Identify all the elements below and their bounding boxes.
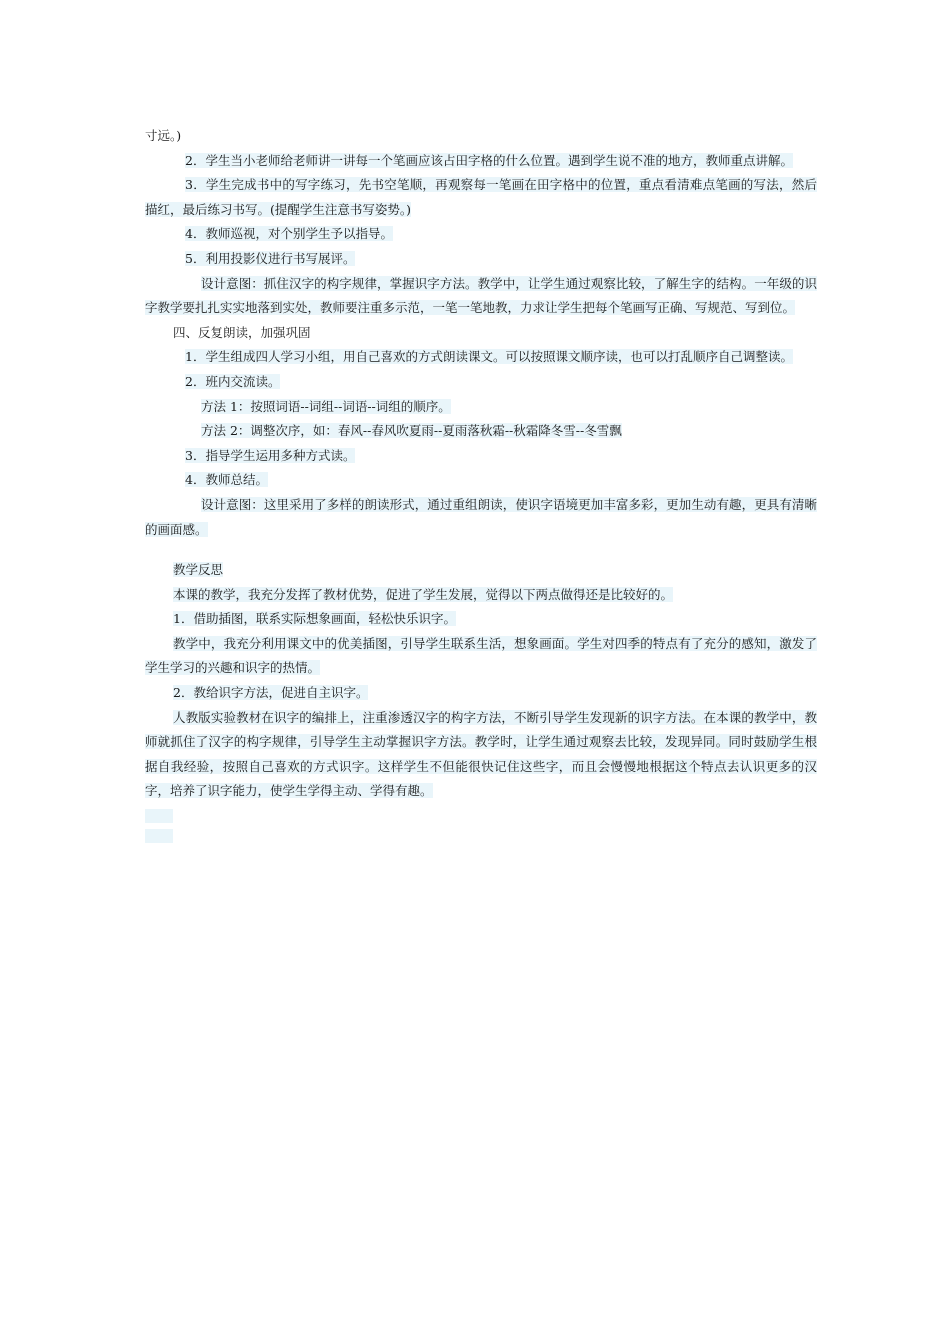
paragraph-text: 2．班内交流读。 [185, 373, 281, 389]
paragraph [145, 321, 817, 346]
reflection-section [145, 583, 817, 804]
paragraph [145, 632, 817, 681]
paragraph [145, 468, 817, 493]
paragraph-text: 2．教给识字方法，促进自主识字。 [173, 685, 369, 701]
paragraph-text: 方法 2：调整次序，如：春风--春风吹夏雨--夏雨落秋霜--秋霜降冬雪--冬雪飘 [201, 423, 622, 439]
document-page [145, 124, 817, 849]
paragraph [145, 247, 817, 272]
section-gap [145, 542, 817, 558]
paragraph [145, 444, 817, 469]
reflection-title: 教学反思 [173, 562, 224, 578]
paragraph [145, 272, 817, 321]
paragraph-text: 1．借助插图，联系实际想象画面，轻松快乐识字。 [173, 611, 456, 627]
paragraph [145, 124, 817, 149]
paragraph [145, 149, 817, 174]
paragraph-text: 1．学生组成四人学习小组，用自己喜欢的方式朗读课文。可以按照课文顺序读，也可以打乱顺序自己调整读。 [185, 349, 793, 365]
paragraph [145, 681, 817, 706]
paragraph-text: 4．教师巡视，对个别学生予以指导。 [185, 226, 393, 242]
paragraph-text: 人教版实验教材在识字的编排上，注重渗透汉字的构字方法，不断引导学生发现新的识字方法。在本课的教学中，教师就抓住了汉字的构字规律，引导学生主动掌握识字方法。教学时，让学生通过观察去比较，发现异同。同时鼓励学生根据自我经验，按照自己喜欢的方式识字。这样学生不但能很快记住这些字，而且会慢慢地根据这个特点去认识更多的汉字，培养了识字能力，使学生学得主动、学得有趣。 [145, 709, 817, 799]
paragraph [145, 222, 817, 247]
paragraph-text: 3．学生完成书中的写字练习，先书空笔顺，再观察每一笔画在田字格中的位置，重点看清难点笔画的写法，然后描红，最后练习书写。(提醒学生注意书写姿势。) [145, 177, 817, 217]
paragraph-text: 四、反复朗读，加强巩固 [173, 324, 311, 340]
paragraph [145, 493, 817, 542]
paragraph-text: 寸远。) [145, 128, 182, 143]
paragraph-text: 5．利用投影仪进行书写展评。 [185, 250, 356, 266]
paragraph-text: 设计意图：这里采用了多样的朗读形式，通过重组朗读，使识字语境更加丰富多彩，更加生动有趣，更具有清晰的画面感。 [145, 496, 817, 537]
paragraph-text: 设计意图：抓住汉字的构字规律，掌握识字方法。教学中，让学生通过观察比较，了解生字的结构。一年级的识字教学要扎扎实实地落到实处，教师要注重多示范，一笔一笔地教，力求让学生把每个笔画写正确、写规范、写到位。 [145, 275, 817, 316]
empty-paragraph-marker [145, 809, 173, 823]
paragraph [145, 419, 817, 444]
paragraph [145, 395, 817, 420]
empty-paragraph-marker [145, 829, 173, 843]
paragraph [145, 370, 817, 395]
paragraph-text: 本课的教学，我充分发挥了教材优势，促进了学生发展，觉得以下两点做得还是比较好的。 [173, 586, 674, 602]
paragraph-text: 3．指导学生运用多种方式读。 [185, 447, 356, 463]
paragraph-text: 方法 1：按照词语--词组--词语--词组的顺序。 [201, 398, 451, 414]
paragraph-text: 教学中，我充分利用课文中的优美插图，引导学生联系生活，想象画面。学生对四季的特点有了充分的感知，激发了学生学习的兴趣和识字的热情。 [145, 635, 817, 676]
paragraph [145, 706, 817, 804]
paragraph [145, 583, 817, 608]
lesson-steps-section [145, 124, 817, 542]
paragraph [145, 345, 817, 370]
reflection-title-line [145, 558, 817, 583]
paragraph [145, 607, 817, 632]
paragraph-text: 2．学生当小老师给老师讲一讲每一个笔画应该占田字格的什么位置。遇到学生说不准的地方，教师重点讲解。 [185, 152, 793, 168]
paragraph [145, 173, 817, 222]
paragraph-text: 4．教师总结。 [185, 472, 268, 488]
